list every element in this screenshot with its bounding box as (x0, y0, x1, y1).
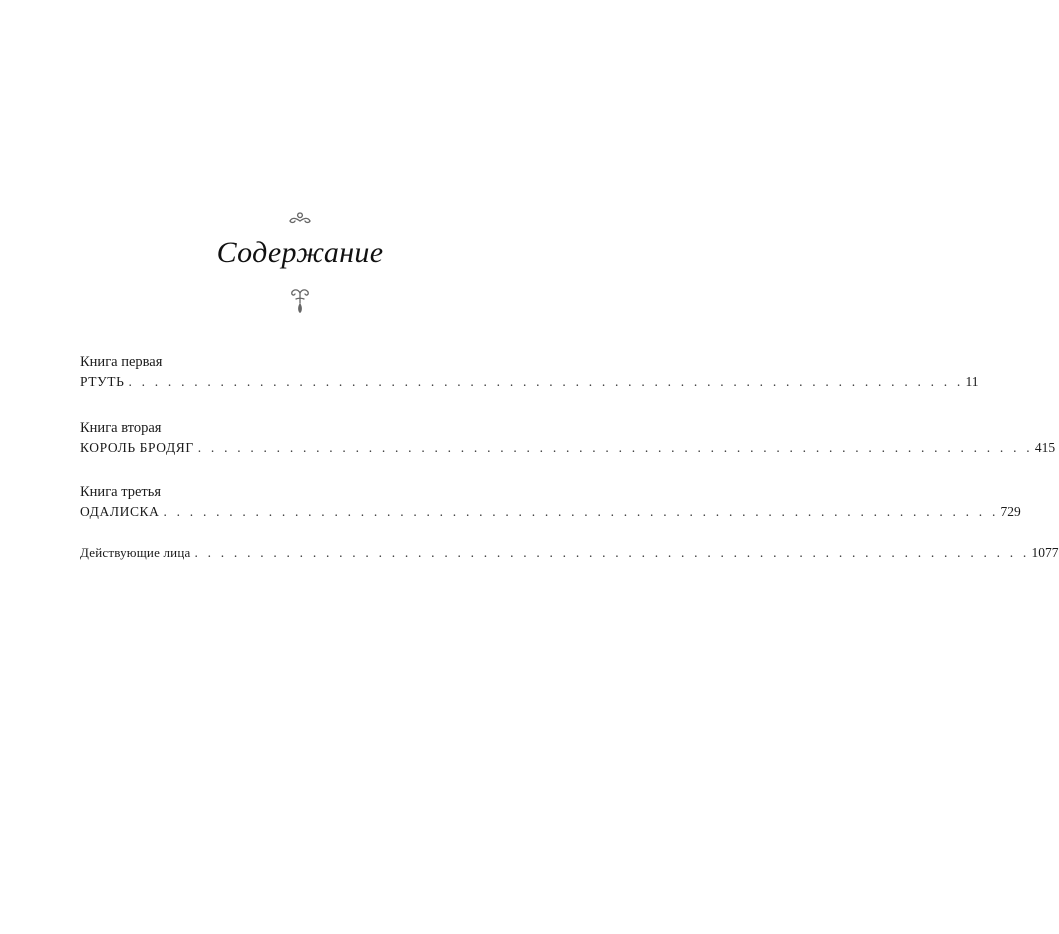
dot-leader: . . . . . . . . . . . . . . . . . . . . . . . . . . . . . . . . . . . . . . . . . . . . . . . . . . . . . . . . . . . . . . . . (163, 504, 999, 519)
toc-entry-title: КОРОЛЬ БРОДЯГ (80, 440, 194, 455)
toc-entry-title: РТУТЬ (80, 374, 125, 389)
book-heading: Книга вторая (80, 420, 162, 436)
book-heading: Книга первая (80, 354, 163, 370)
toc-page-number: 729 (1000, 504, 1021, 519)
toc-group-book-3 (80, 482, 1021, 522)
toc-group-appendix (80, 543, 1059, 563)
toc-page-number: 415 (1034, 440, 1056, 455)
fleuron-scroll-icon (288, 211, 312, 225)
toc-page-number: 11 (965, 374, 979, 389)
page-title: Содержание (216, 236, 384, 269)
toc-entry[interactable] (80, 372, 979, 392)
toc-entry[interactable] (80, 502, 1021, 522)
toc-entry-title: ОДАЛИСКА (80, 504, 160, 519)
toc-group-book-2 (80, 418, 1056, 458)
toc-page-number: 1077 (1031, 545, 1059, 560)
top-ornament (0, 211, 600, 225)
bottom-ornament (0, 287, 600, 315)
toc-entry[interactable] (80, 543, 1059, 563)
book-heading: Книга третья (80, 484, 162, 500)
dot-leader: . . . . . . . . . . . . . . . . . . . . . . . . . . . . . . . . . . . . . . . . . . . . . . . . . . . . . . . . . . . . . . . . (128, 374, 964, 389)
dot-leader: . . . . . . . . . . . . . . . . . . . . . . . . . . . . . . . . . . . . . . . . . . . . . . . . . . . . . . . . . . . . . . . . (194, 545, 1030, 560)
toc-entry[interactable] (80, 438, 1056, 458)
toc-group-book-1 (80, 352, 979, 392)
fleuron-drop-icon (289, 287, 311, 315)
dot-leader: . . . . . . . . . . . . . . . . . . . . . . . . . . . . . . . . . . . . . . . . . . . . . . . . . . . . . . . . . . . . . . . . (197, 440, 1033, 455)
toc-entry-title: Действующие лица (80, 545, 191, 560)
